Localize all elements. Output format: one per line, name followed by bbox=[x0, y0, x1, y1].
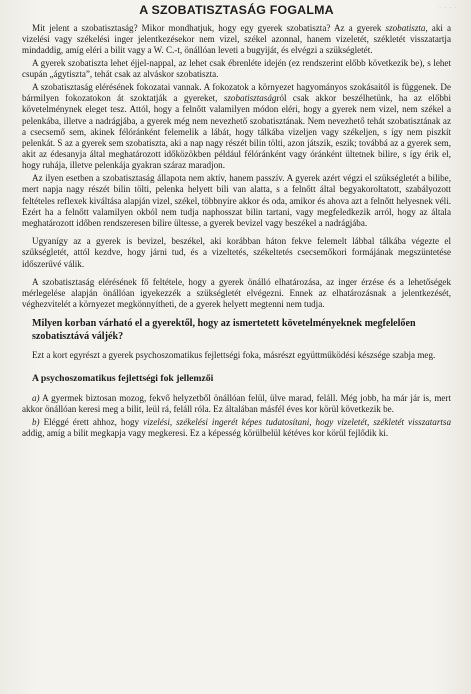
emphasis-text: szobatisztaság bbox=[223, 93, 277, 104]
chapter-body bbox=[22, 23, 451, 310]
body-paragraph bbox=[22, 82, 451, 172]
emphasis-text: szobatiszta bbox=[385, 23, 426, 33]
text-run: , aki a vizelési vagy székelési inger jelentkezésekor nem vizel, székel azonnal, hanem vizeletét, székletét visszatartja mindaddig, amíg eléri a bilit vagy a W. C.-t, önállóan leveti a bugyiját, és elvégzi a szükségletét. bbox=[22, 23, 452, 56]
question-heading: Milyen korban várható el a gyerektől, hogy az ismertetett követelményeknek megfelelően szobatisztává váljék? bbox=[32, 318, 416, 342]
section-subheading: A psychoszomatikus fejlettségi fok jellemzői bbox=[32, 372, 214, 384]
emphasis-text: vizelési, székelési ingerét képes tudatosítani, hogy vizeletét, székletét visszatartsa bbox=[143, 416, 452, 427]
body-paragraph bbox=[22, 23, 451, 57]
feature-list bbox=[22, 393, 451, 439]
text-run: Ugyanígy az a gyerek is bevizel, beszékel, aki korábban háton fekve felemelt lábbal tálkába végezte el szükségletét, attól kezdve, hogy járni tud, és a vizeltetés, székeltetés csecsemőkori formájának megszüntetése időszerűvé válik. bbox=[22, 236, 451, 269]
list-item-paragraph bbox=[22, 417, 451, 439]
text-run: Mit jelent a szobatisztaság? Mikor mondhatjuk, hogy egy gyerek szobatiszta? Az a gyerek bbox=[32, 23, 386, 33]
text-run: Eléggé érett ahhoz, hogy bbox=[39, 416, 144, 427]
body-paragraph bbox=[22, 173, 451, 229]
text-run: ról csak akkor beszélhetünk, ha az előbbi követelménynek eleget tesz. Attól, hogy a felnőtt valamilyen módon eléri, hogy a gyerek nem vizel, nem székel a pelenkába, illetve a nadrágjába, a gyerek még nem nevezhető szobatisztának. Nem nevezhető tehát szobatisztának az a csecsemő sem, akinek félóránként felemelik a lábát, hogy tálkába vizeljen vagy székeljen, s így nem piszkít pelenkát. S az a gyerek sem szobatiszta, aki a nap nagy részét bilin tölti, azon játszik, eszik; továbbá az a gyerek sem, akit az édesanyja által meghatározott időközökben például félóránként vagy óránként ültetnek bilire, s így érik el, hogy ruhája, illetve pelenkája gyakran száraz maradjon. bbox=[22, 93, 451, 171]
body-paragraph bbox=[22, 236, 451, 270]
text-run: A szobatisztaság elérésének fő feltétele, hogy a gyerek önálló elhatározása, az inger érzése és a lehetőségek mérlegelése alapján önállóan igyekezzék a szükségletét elvégezni. Ennek az elhatározásnak a jelentkezését, véghezvitelét a környezet megkönnyítheti, de a gyerek helyett megtenni nem tudja. bbox=[22, 276, 451, 310]
list-item-paragraph bbox=[22, 393, 451, 415]
question-answer-paragraph: Ezt a kort egyrészt a gyerek psychoszomatikus fejlettségi foka, másrészt együttműködési készsége szabja meg. bbox=[32, 349, 436, 360]
text-run: addig, amíg a bilit megkapja vagy megkeresi. Ez a képesség körülbelül kétéves kor körül fejlődik ki. bbox=[22, 427, 389, 438]
chapter-title: A SZOBATISZTASÁG FOGALMA bbox=[139, 3, 334, 17]
text-run: A gyermek biztosan mozog, fekvő helyzetből önállóan felül, ülve marad, feláll. Még jobb, ha már jár is, mert akkor önállóan keresi meg a bilit, leül rá, feláll róla. Ez általában másfél éves kor körül következik be. bbox=[22, 392, 451, 414]
body-paragraph bbox=[22, 58, 451, 80]
text-run: A szobatisztaság elérésének fokozatai vannak. A fokozatok a környezet hagyományos szokásaitól is függenek. De bármilyen fokozatokon át szoktatják a gyereket, bbox=[22, 82, 451, 104]
text-run: A gyerek szobatiszta lehet éjjel-nappal, az lehet csak ébrenléte idején (ez rendszerint előbb következik be), s lehet csupán „ágytiszta”, tehát csak az alváskor szobatiszta. bbox=[22, 58, 451, 80]
emphasis-text: b) bbox=[32, 416, 40, 427]
text-run: Az ilyen esetben a szobatisztaság állapota nem aktív, hanem passzív. A gyerek azért végzi el szükségletét a bilibe, mert napja nagy részét bilin tölti, pelenka helyett bili van alatta, s a felnőtt által begyakoroltatott, szabályozott feltételes reflexek kiváltása alapján vizel, székel, többnyire akkor és oda, amikor és ahova azt a felnőtt helyesnek véli. Ezért ha a felnőtt valamilyen okból nem tudja naphosszat bilin tartani, vagy megfeledkezik arról, hogy az általa meghatározott időben rendszeresen bilire ültesse, a gyerek bevizel vagy beszékel a nadrágjába. bbox=[22, 173, 451, 228]
body-paragraph bbox=[22, 277, 451, 311]
bleed-through-text: · · · · bbox=[438, 4, 457, 12]
emphasis-text: a) bbox=[32, 392, 40, 403]
